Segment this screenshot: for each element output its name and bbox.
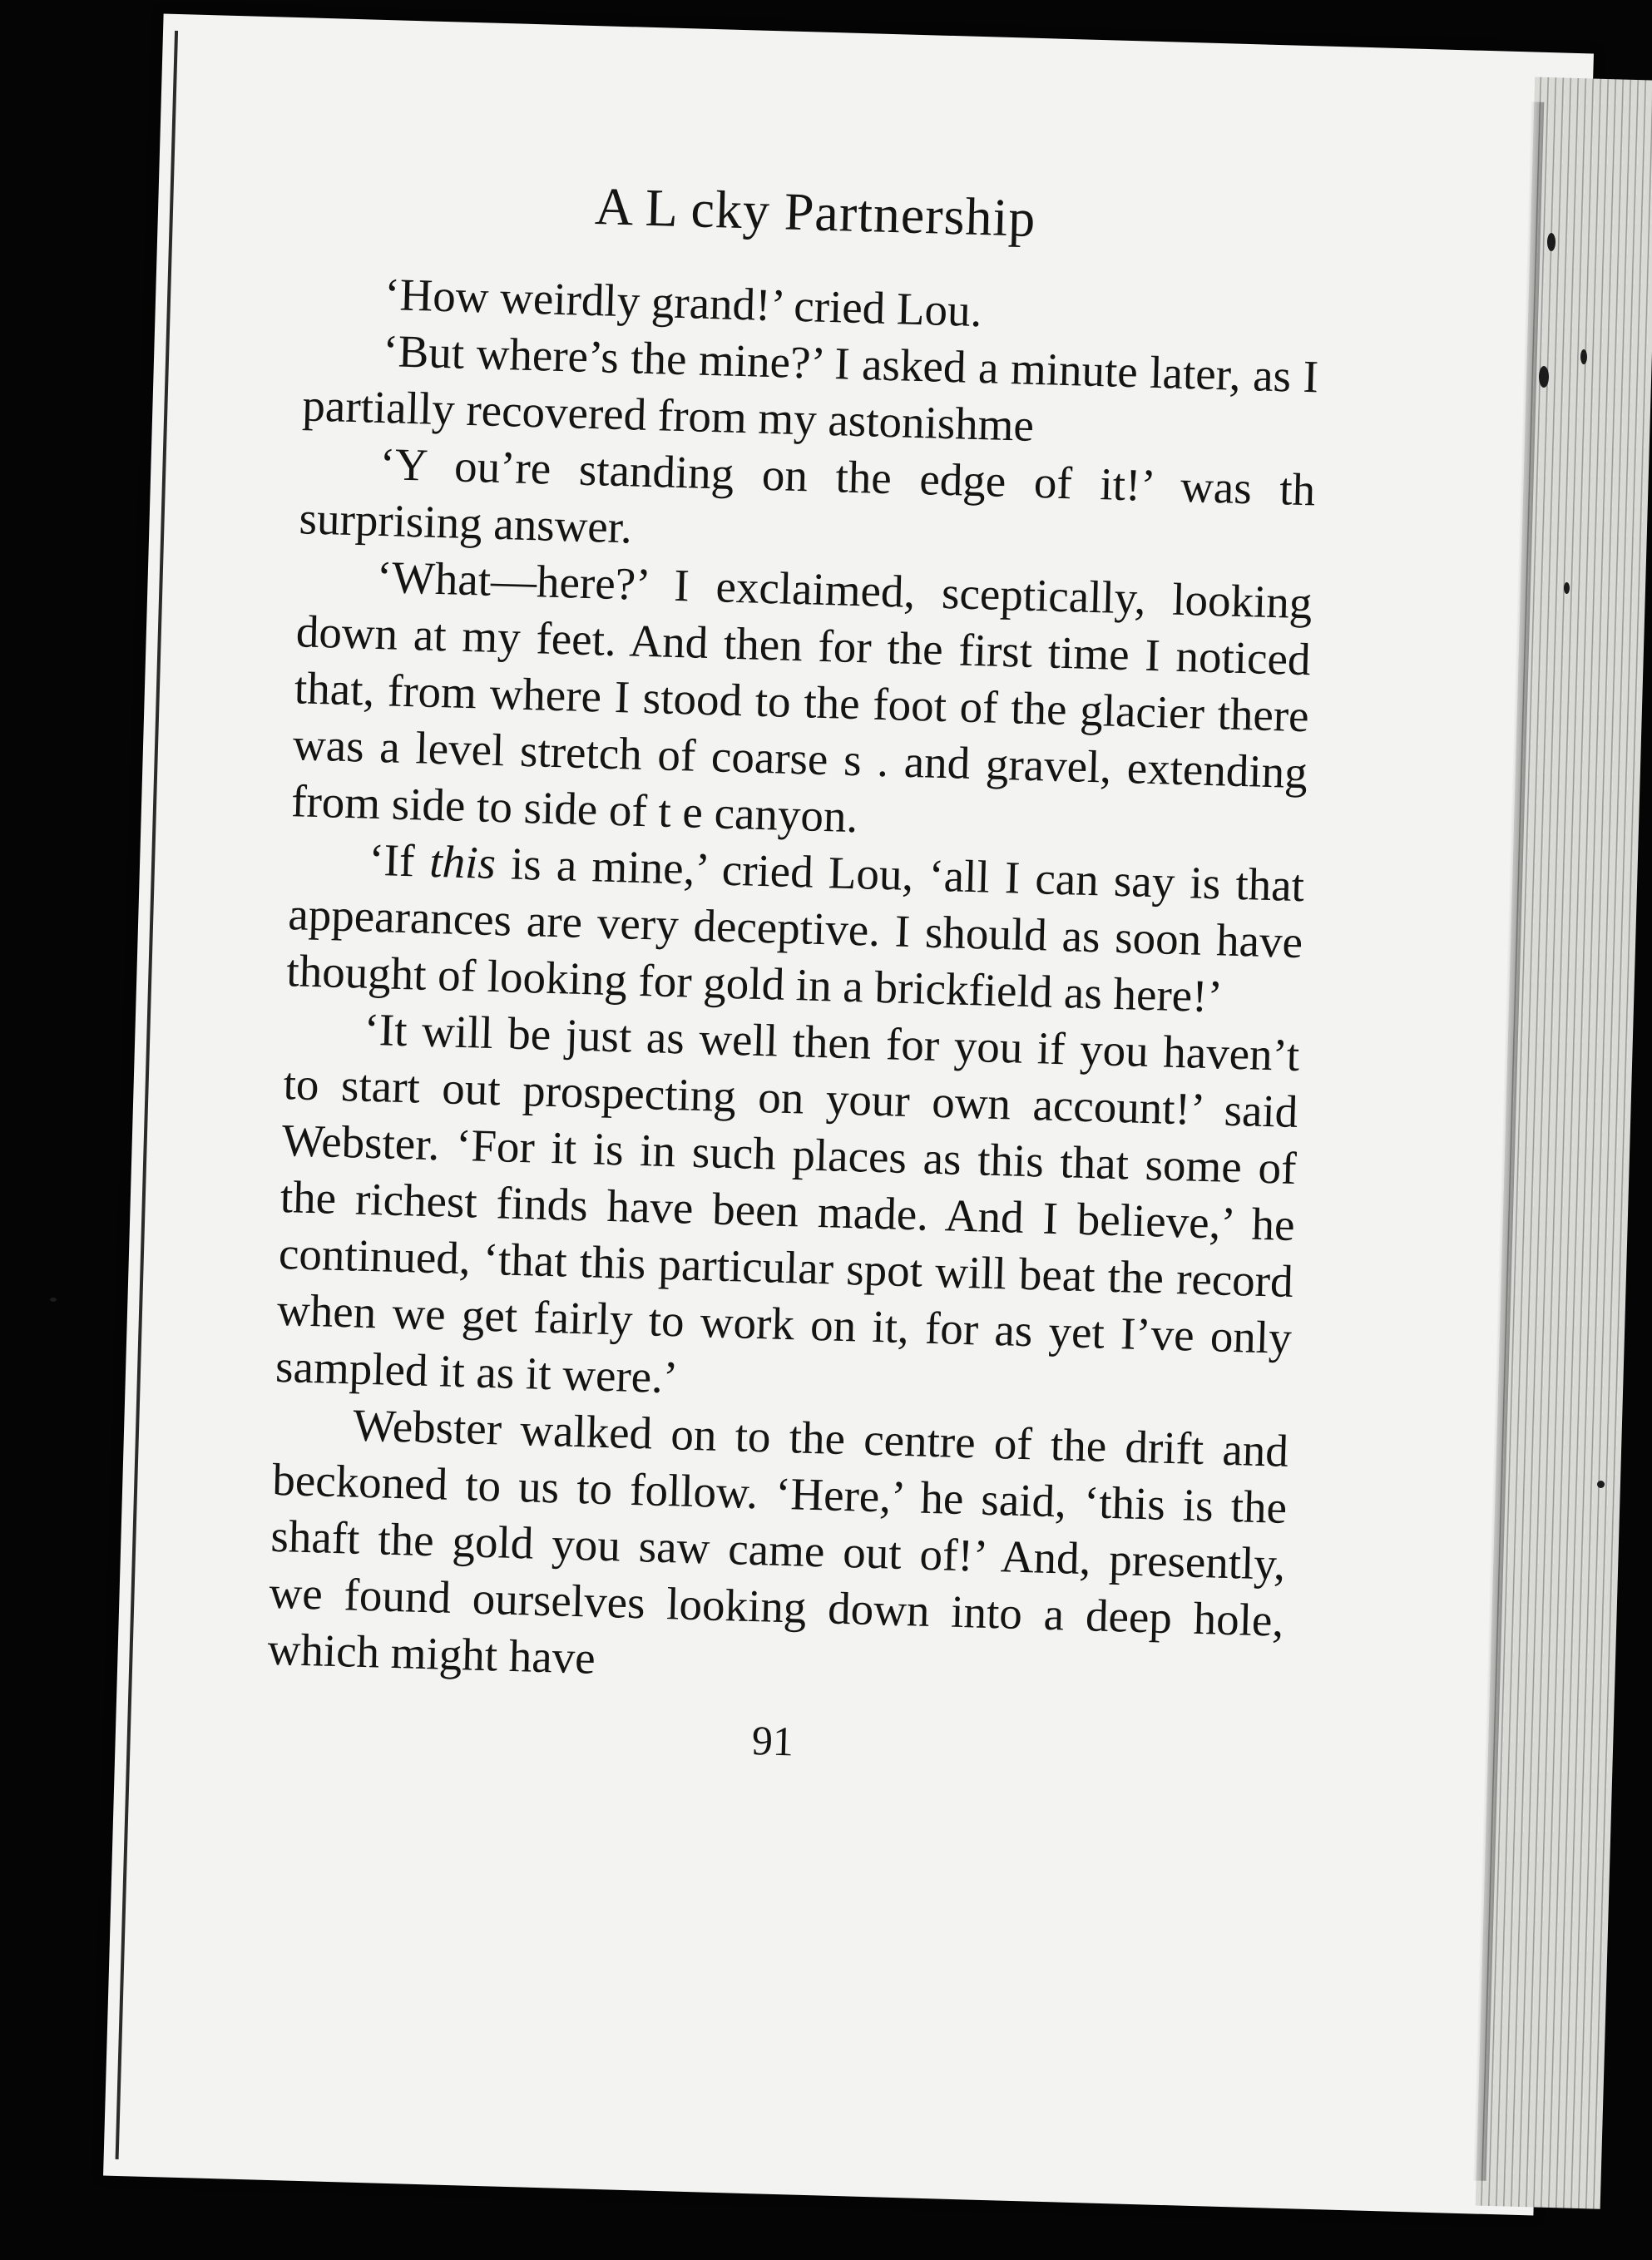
paragraph-1: ‘How weirdly grand!’ cried Lou. bbox=[383, 269, 983, 337]
scan-speck bbox=[1564, 582, 1570, 594]
gutter-line bbox=[116, 31, 178, 2159]
scan-speck bbox=[1539, 366, 1549, 388]
emphasis-this: this bbox=[428, 835, 497, 889]
paragraph-6: ‘It will be just as well then for you if you haven’t to start out prospecting on your own account!’ said Webster. ‘For it is in such places as this that some of the richest finds have been made. And I believe,’ he continued, ‘that this particular spot will beat the record when we get fairly to work on it, for as yet I’ve only sampled it as it were.’ bbox=[275, 1003, 1301, 1403]
page-number: 91 bbox=[751, 1717, 794, 1765]
scan-speck bbox=[1597, 1481, 1605, 1488]
scan-speck bbox=[1580, 349, 1587, 364]
paragraph-2: ‘But where’s the mine?’ I asked a minute later, as I partially recovered from my astonishme bbox=[301, 325, 1319, 451]
paragraph-4: ‘What—here?’ I exclaimed, sceptically, looking down at my feet. And then for the first time I noticed that, from where I stood to the foot of the glacier there was a level stretch of coarse s . and gravel, extending from side to side of t e canyon. bbox=[290, 551, 1313, 843]
book-page bbox=[103, 13, 1594, 2215]
scan-speck bbox=[1547, 233, 1556, 251]
scan-speck bbox=[50, 1298, 57, 1302]
text-block bbox=[265, 167, 1323, 1778]
paragraph-7: Webster walked on to the centre of the drift and beckoned to us to follow. ‘Here,’ he said, ‘this is the shaft the gold you saw came out of!’ And, presently, we found ourselves looking down into a deep hole, which might have bbox=[266, 1399, 1289, 1684]
paragraph-5: ‘If this is a mine,’ cried Lou, ‘all I can say is that appearances are very deceptive. I should as soon have thought of looking for gold in a brickfield as here!’ bbox=[285, 833, 1305, 1022]
paragraph-3: ‘Y ou’re standing on the edge of it!’ was th surprising answer. bbox=[298, 438, 1317, 553]
running-head: A L cky Partnership bbox=[594, 176, 1037, 248]
